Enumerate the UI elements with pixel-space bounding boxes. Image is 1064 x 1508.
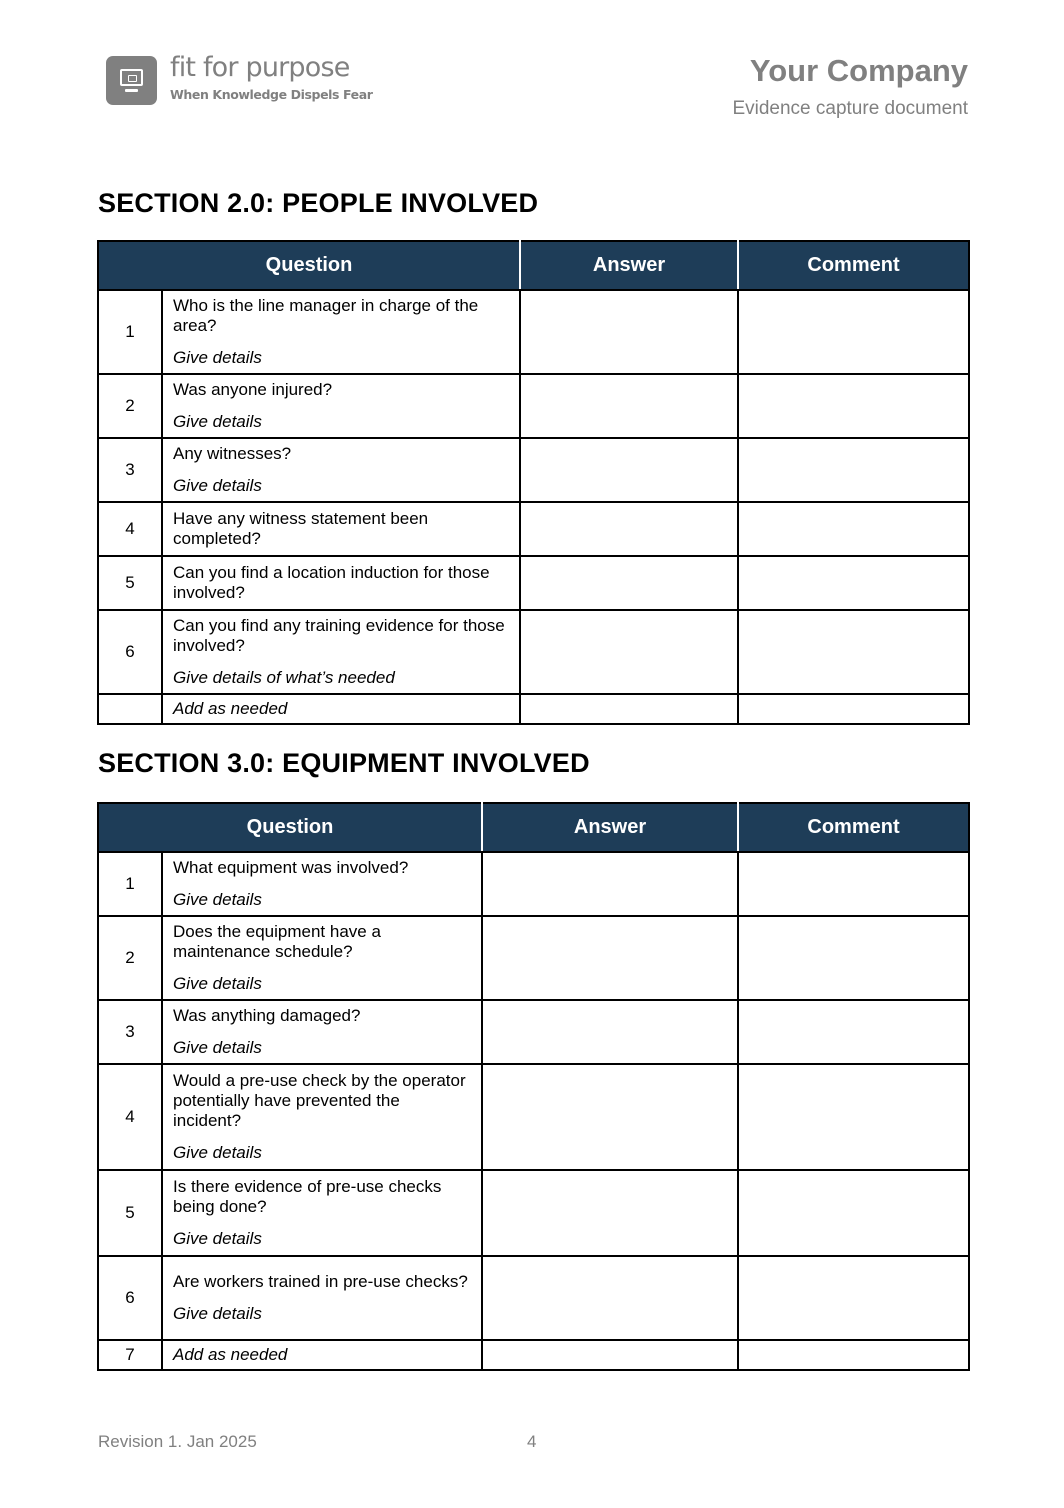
page-number: 4 bbox=[527, 1432, 537, 1451]
question-note: Give details bbox=[173, 889, 262, 909]
comment-cell[interactable] bbox=[738, 694, 969, 724]
answer-cell[interactable] bbox=[482, 1170, 738, 1256]
question-cell bbox=[162, 852, 482, 916]
row-number: 7 bbox=[98, 1340, 162, 1370]
brand-logo bbox=[106, 52, 373, 105]
question-text: What equipment was involved? bbox=[173, 857, 409, 877]
question-cell bbox=[162, 916, 482, 1000]
question-cell bbox=[162, 1064, 482, 1170]
table-row bbox=[98, 1256, 969, 1340]
column-header-comment: Comment bbox=[738, 241, 969, 290]
row-number: 1 bbox=[98, 290, 162, 374]
question-text: Was anyone injured? bbox=[173, 379, 333, 399]
question-note: Give details bbox=[173, 1142, 262, 1162]
row-number: 4 bbox=[98, 1064, 162, 1170]
comment-cell[interactable] bbox=[738, 610, 969, 694]
answer-cell[interactable] bbox=[482, 852, 738, 916]
row-number: 2 bbox=[98, 374, 162, 438]
row-number: 3 bbox=[98, 1000, 162, 1064]
question-cell bbox=[162, 374, 520, 438]
table-row bbox=[98, 694, 969, 724]
question-cell bbox=[162, 694, 520, 724]
question-note: Add as needed bbox=[173, 698, 288, 718]
question-text: Are workers trained in pre-use checks? bbox=[173, 1271, 468, 1291]
question-text: Any witnesses? bbox=[173, 443, 292, 463]
answer-cell[interactable] bbox=[482, 1340, 738, 1370]
answer-cell[interactable] bbox=[482, 1256, 738, 1340]
brand-tagline: When Knowledge Dispels Fear bbox=[170, 87, 373, 102]
comment-cell[interactable] bbox=[738, 1256, 969, 1340]
answer-cell[interactable] bbox=[482, 1000, 738, 1064]
table-row bbox=[98, 1000, 969, 1064]
answer-cell[interactable] bbox=[482, 1064, 738, 1170]
answer-cell[interactable] bbox=[520, 438, 738, 502]
table-row bbox=[98, 916, 969, 1000]
column-header-answer: Answer bbox=[520, 241, 738, 290]
column-header-comment: Comment bbox=[738, 803, 969, 852]
question-text: Can you find any training evidence for those involved? bbox=[173, 615, 505, 655]
comment-cell[interactable] bbox=[738, 502, 969, 556]
comment-cell[interactable] bbox=[738, 852, 969, 916]
answer-cell[interactable] bbox=[520, 694, 738, 724]
comment-cell[interactable] bbox=[738, 1000, 969, 1064]
table-row bbox=[98, 1170, 969, 1256]
answer-cell[interactable] bbox=[520, 556, 738, 610]
question-cell bbox=[162, 556, 520, 610]
comment-cell[interactable] bbox=[738, 374, 969, 438]
question-cell bbox=[162, 438, 520, 502]
comment-cell[interactable] bbox=[738, 916, 969, 1000]
row-number: 6 bbox=[98, 610, 162, 694]
table-row bbox=[98, 374, 969, 438]
answer-cell[interactable] bbox=[520, 502, 738, 556]
question-cell bbox=[162, 290, 520, 374]
column-header-question: Question bbox=[98, 241, 520, 290]
question-note: Give details bbox=[173, 475, 262, 495]
company-header bbox=[732, 53, 968, 120]
comment-cell[interactable] bbox=[738, 1170, 969, 1256]
question-text: Who is the line manager in charge of the area? bbox=[173, 295, 479, 335]
table-row bbox=[98, 502, 969, 556]
document-type: Evidence capture document bbox=[732, 98, 968, 119]
row-number: 2 bbox=[98, 916, 162, 1000]
section-title-people: SECTION 2.0: PEOPLE INVOLVED bbox=[98, 188, 539, 218]
question-note: Give details bbox=[173, 411, 262, 431]
table-row bbox=[98, 290, 969, 374]
question-text: Have any witness statement been completed? bbox=[173, 508, 429, 548]
question-note: Give details bbox=[173, 347, 262, 367]
row-number: 4 bbox=[98, 502, 162, 556]
row-number: 3 bbox=[98, 438, 162, 502]
question-text: Can you find a location induction for those involved? bbox=[173, 562, 490, 602]
question-cell bbox=[162, 610, 520, 694]
row-number: 5 bbox=[98, 556, 162, 610]
question-cell bbox=[162, 1340, 482, 1370]
table-header-row bbox=[98, 241, 969, 290]
comment-cell[interactable] bbox=[738, 1064, 969, 1170]
comment-cell[interactable] bbox=[738, 290, 969, 374]
row-number: 6 bbox=[98, 1256, 162, 1340]
company-name: Your Company bbox=[749, 53, 968, 88]
comment-cell[interactable] bbox=[738, 556, 969, 610]
row-number: 5 bbox=[98, 1170, 162, 1256]
question-text: Does the equipment have a maintenance schedule? bbox=[173, 921, 381, 961]
question-note: Give details bbox=[173, 1037, 262, 1057]
question-cell bbox=[162, 1256, 482, 1340]
table-header-row bbox=[98, 803, 969, 852]
table-row bbox=[98, 556, 969, 610]
answer-cell[interactable] bbox=[520, 290, 738, 374]
row-number: 1 bbox=[98, 852, 162, 916]
question-note: Give details bbox=[173, 1303, 262, 1323]
question-note: Give details of what’s needed bbox=[173, 667, 395, 687]
monitor-graduation-cap-icon bbox=[106, 56, 157, 105]
table-row bbox=[98, 610, 969, 694]
column-header-answer: Answer bbox=[482, 803, 738, 852]
question-text: Is there evidence of pre-use checks being done? bbox=[173, 1176, 442, 1216]
equipment-involved-table bbox=[97, 802, 970, 1371]
question-cell bbox=[162, 1170, 482, 1256]
answer-cell[interactable] bbox=[520, 610, 738, 694]
question-cell bbox=[162, 502, 520, 556]
comment-cell[interactable] bbox=[738, 1340, 969, 1370]
question-text: Would a pre-use check by the operator potentially have prevented the incident? bbox=[173, 1070, 466, 1130]
revision-label: Revision 1. Jan 2025 bbox=[98, 1432, 257, 1451]
comment-cell[interactable] bbox=[738, 438, 969, 502]
table-row bbox=[98, 852, 969, 916]
row-number bbox=[98, 694, 162, 724]
question-note: Add as needed bbox=[173, 1344, 288, 1364]
answer-cell[interactable] bbox=[520, 374, 738, 438]
question-note: Give details bbox=[173, 1228, 262, 1248]
table-row bbox=[98, 438, 969, 502]
column-header-question: Question bbox=[98, 803, 482, 852]
question-text: Was anything damaged? bbox=[173, 1005, 361, 1025]
brand-name: fit for purpose bbox=[170, 52, 350, 83]
table-row bbox=[98, 1340, 969, 1370]
section-title-equipment: SECTION 3.0: EQUIPMENT INVOLVED bbox=[98, 748, 590, 778]
question-note: Give details bbox=[173, 973, 262, 993]
people-involved-table bbox=[97, 240, 970, 725]
table-row bbox=[98, 1064, 969, 1170]
question-cell bbox=[162, 1000, 482, 1064]
answer-cell[interactable] bbox=[482, 916, 738, 1000]
